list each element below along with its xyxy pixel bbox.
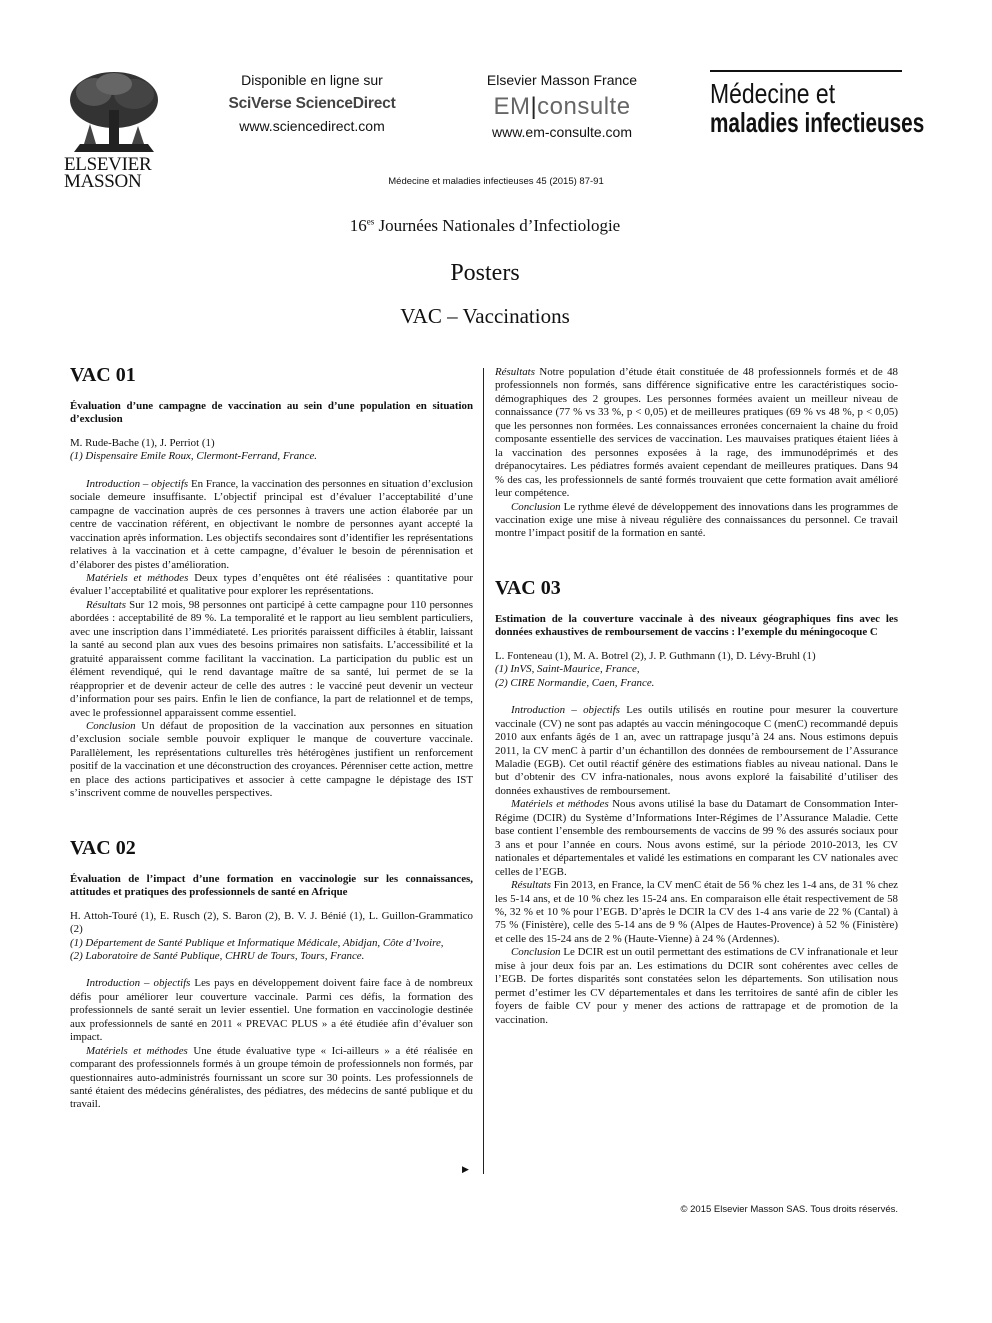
right-column (495, 366, 898, 1027)
paragraph-text: Fin 2013, en France, la CV menC était de 56 % chez les 1-4 ans, de 31 % chez les 5-14 ans, et de 10 % chez les 15-24 ans. En comparaison elle était respectivement de 58 %, 32 % et 10 % pour l’EGB. D’après le DCIR la CV des 1-4 ans varie de 22 % (Cantal) à 75 % (Finistère), celle des 5-14 ans de 9 % (Alpes de Hautes-Provence) à 52 % (Finistère) et celle des 15-24 ans de 2 % (Haute-Vienne) à 24 % (Ardennes). (495, 879, 898, 945)
abstract-vac01 (70, 364, 473, 801)
abstract-paragraph (70, 599, 473, 720)
paragraph-text: Le DCIR est un outil permettant des estimations de CV infranationale et leur mise à jour deux fois par an. Les estimations du DCIR sont cohérentes avec celles de l’EGB. De fortes disparités sont constatées selon les départements. Son utilisation nous permet d’estimer les CV départementales et dans les territoires de santé afin de cibler les foyers de faible CV pour y mener des actions de rattrapage et de promotion de la vaccination. (495, 946, 898, 1026)
paragraph-label: Matériels et méthodes (511, 798, 609, 811)
abstract-vac02-continued (495, 366, 898, 541)
journal-title-line2: maladies infectieuses (710, 107, 925, 138)
paragraph-label: Matériels et méthodes (86, 571, 189, 584)
paragraph-label: Résultats (495, 366, 535, 378)
section-heading: VAC – Vaccinations (400, 304, 570, 328)
paragraph-label: Introduction – objectifs (86, 477, 189, 490)
paragraph-text: Le rythme élevé de développement des innovations dans les programmes de vaccination exige une mise à niveau régulière des connaissances du personnel. Ce travail montre l’impact positif de la formation en santé. (495, 500, 898, 540)
elsevier-masson-logo (64, 70, 168, 190)
abstract-authors: H. Attoh-Touré (1), E. Rusch (2), S. Baron (2), B. V. J. Bénié (1), L. Guillon-Grammatico (2) (70, 909, 473, 936)
paragraph-text: Les outils utilisés en routine pour mesurer la couverture vaccinale (CV) ne sont pas adaptés au vaccin méningocoque C (menC) recommandé depuis 2010 aux enfants âgés de 1 an, avec un rattrapage jusqu’à 24 ans. Nous estimons depuis 2011, la CV menC à partir d’un échantillon des données de remboursement de l’Assurance Maladie (EGB). Cet outil réactif génère des estimations fiables au niveau national. Dans le but d’obtenir des CV infra-nationales, nous avons exploré la faisabilité d’utiliser des données exhaustives de remboursement. (495, 704, 898, 797)
sciverse-brand: SciVerse ScienceDirect (228, 95, 396, 112)
paragraph-text: Un défaut de proposition de la vaccination aux personnes en situation d’exclusion sociale semble pouvoir expliquer le manque de couverture vaccinale. Parallèlement, les représentations culturelles très hétérogènes justifient un renforcement positif de la vaccination et une déconstruction des croyances. Pérenniser cette action, mettre en place des actions participatives et associer à cette campagne le dépistage des IST s’inscrivent comme de nouvelles perspectives. (70, 719, 473, 800)
conference-name: Journées Nationales d’Infectiologie (374, 216, 621, 235)
available-online-label: Disponible en ligne sur (241, 72, 383, 88)
emconsulte-block (462, 71, 662, 141)
abstract-body (70, 977, 473, 1112)
paragraph-label: Matériels et méthodes (86, 1044, 188, 1057)
sciencedirect-block (214, 71, 410, 135)
abstract-affiliation: (1) Dispensaire Emile Roux, Clermont-Ferrand, France. (70, 450, 318, 463)
paragraph-text: Nous avons utilisé la base du Datamart de Consommation Inter-Régime (DCIR) du Système d’Informations Inter-Régimes de l’Assurance Maladie. Cette base contient l’ensemble des remboursements de vaccins de 99 % des assurés sociaux pour 3 ans et pour l’année en cours. Nous avons estimé, sur la période 2010-2013, les CV nationales et départementales et validé les estimations en comparant les CV nationales avec celles de l’EGB. (495, 798, 898, 878)
paragraph-text: En France, la vaccination des personnes en situation d’exclusion sociale demeure insuffisante. L’objectif principal est d’évaluer l’acceptabilité d’une campagne de vaccination auprès de ces personnes à travers une action élaborée par un centre de vaccination référent, en objectivant le nombre de personnes ayant accepté la vaccination après information. Les objectifs secondaires sont d’identifier les représentations relatives à la vaccination et à cette campagne, d’évaluer le besoin de pérennisation et d’élaborer des pistes d’amélioration. (70, 477, 473, 571)
abstract-title: Évaluation de l’impact d’une formation en vaccinologie sur les connaissances, attitudes et pratiques des professionnels de santé en Afrique (70, 872, 473, 899)
abstract-affiliation: (1) Département de Santé Publique et Informatique Médicale, Abidjan, Côte d’Ivoire, (70, 936, 444, 949)
abstract-paragraph (495, 704, 898, 798)
journal-title-logo (710, 70, 925, 138)
abstract-paragraph (70, 478, 473, 572)
abstract-paragraph (495, 879, 898, 946)
paragraph-label: Introduction – objectifs (511, 704, 620, 717)
sciencedirect-url[interactable]: www.sciencedirect.com (239, 118, 385, 134)
left-column (70, 364, 473, 1112)
em-france-label: Elsevier Masson France (486, 72, 638, 88)
emconsulte-brand (462, 93, 662, 121)
paragraph-text: Une étude évaluative type « Ici-ailleurs » a été réalisée en comparant des professionnels formés à un groupe témoin de professionnels non formés, par questionnaires auto-administrés fournissant un score sur 30 points. Les professionnels de santé étaient des médecins généralistes, des pédiatres, des médecins de santé publique et du travail. (70, 1044, 473, 1111)
abstract-body (70, 478, 473, 801)
paragraph-label: Conclusion (511, 500, 561, 513)
paragraph-text: Notre population d’étude était constituée de 48 professionnels formés et de 48 professionnels non formés, sans différence significative entre les caractéristiques socio-démographiques des 2 groupes. Les personnes formées avaient un meilleur niveau de connaissance (77 % vs 33 %, p < 0,05) et de meilleures pratiques (69 % vs 48 %, p < 0,05) que les personnes non formées. Les connaissances erronées concernaient la chaine du froid composante essentielle des services de vaccination. Les mauvaises pratiques étaient liées à la vaccination des personnes exposées à la rage, des immunodéprimés et des drépanocytaires. Les pédiatres formés avaient cependant de meilleures pratiques. Dans 94 % des cas, les professionnels de santé formés trouvaient que cette formation avait amélioré leur compétence. (495, 366, 898, 500)
journal-citation: Médecine et maladies infectieuses 45 (2015) 87-91 (388, 176, 604, 187)
publisher-line2: MASSON (64, 171, 142, 192)
abstract-title: Estimation de la couverture vaccinale à des niveaux géographiques fins avec les données exhaustives de remboursement de vaccins : l’exemple du méningocoque C (495, 612, 898, 639)
copyright-notice: © 2015 Elsevier Masson SAS. Tous droits réservés. (680, 1204, 898, 1215)
abstract-affiliation: (1) InVS, Saint-Maurice, France, (495, 663, 640, 676)
abstract-paragraph (495, 798, 898, 879)
emconsulte-brand-consulte: consulte (537, 93, 631, 120)
abstract-affiliation: (2) Laboratoire de Santé Publique, CHRU de Tours, Tours, France. (70, 949, 365, 962)
abstract-vac02 (70, 837, 473, 1112)
abstract-paragraph (70, 720, 473, 801)
paragraph-label: Résultats (86, 598, 126, 611)
abstract-heading: VAC 03 (495, 576, 561, 599)
abstract-authors: M. Rude-Bache (1), J. Perriot (1) (70, 436, 215, 449)
abstract-heading: VAC 01 (70, 364, 136, 386)
conference-title (0, 216, 970, 236)
emconsulte-brand-em: EM (493, 93, 531, 120)
abstract-affiliation: (2) CIRE Normandie, Caen, France. (495, 676, 655, 689)
journal-title-line1: Médecine et (710, 78, 836, 109)
abstract-paragraph (495, 366, 898, 501)
column-divider (483, 368, 484, 1174)
paragraph-label: Conclusion (86, 719, 136, 732)
posters-heading: Posters (450, 260, 520, 286)
abstract-body (495, 704, 898, 1027)
paragraph-text: Deux types d’enquêtes ont été réalisées : quantitative pour évaluer l’acceptabilité et qualitative pour explorer les représentations. (70, 571, 473, 598)
abstract-paragraph (495, 946, 898, 1027)
abstract-vac03 (495, 577, 898, 1027)
abstract-paragraph (495, 501, 898, 541)
paragraph-text: Sur 12 mois, 98 personnes ont participé à cette campagne pour 110 personnes abordées : acceptabilité de 89 %. La temporalité et le rapport au lieu semblent particuliers, avec une inscription dans l’immédiateté. Les priorités paraissent difficiles à établir, laissant la santé au second plan aux vues des besoins primaires non satisfaits. L’accessibilité et la gratuité apparaissent comme facilitant la vaccination. La participation du public est un élément revendiqué, qui le rend davantage maître de sa santé, lui permet de se la réapproprier et de devenir acteur de celle des autres : le vacciné peut devenir un vecteur d’information pour ses pairs. Enfin le lien de confiance, la part de relationnel et de temps, avec le professionnel apparaissent comme essentiel. (70, 598, 473, 719)
abstract-authors: L. Fonteneau (1), M. A. Botrel (2), J. P. Guthmann (1), D. Lévy-Bruhl (1) (495, 649, 816, 662)
emconsulte-url[interactable]: www.em-consulte.com (491, 124, 633, 140)
abstract-paragraph (70, 572, 473, 599)
paragraph-label: Introduction – objectifs (86, 977, 191, 990)
paragraph-label: Résultats (511, 879, 551, 892)
conference-number: 16 (349, 216, 367, 235)
conference-sup: es (366, 216, 375, 227)
elsevier-tree-icon (64, 70, 164, 154)
publisher-line1: ELSEVIER (64, 154, 152, 175)
emconsulte-brand-bar: | (530, 93, 538, 120)
abstract-heading: VAC 02 (70, 836, 136, 859)
continue-arrow-icon: ▶ (462, 1164, 469, 1174)
paragraph-text: Les pays en développement doivent faire face à de nombreux défis pour améliorer leur couverture vaccinale. Parmi ces défis, la formation des professionnels de santé serait un levier essentiel. Une formation en vaccinologie destinée aux professionnels de santé en 2011 « PREVAC PLUS » a été étudiée afin d’évaluer son impact. (70, 977, 473, 1044)
abstract-paragraph (70, 1045, 473, 1112)
abstract-title: Évaluation d’une campagne de vaccination au sein d’une population en situation d’exclusion (70, 400, 473, 426)
abstract-paragraph (70, 977, 473, 1044)
paragraph-label: Conclusion (511, 946, 561, 959)
